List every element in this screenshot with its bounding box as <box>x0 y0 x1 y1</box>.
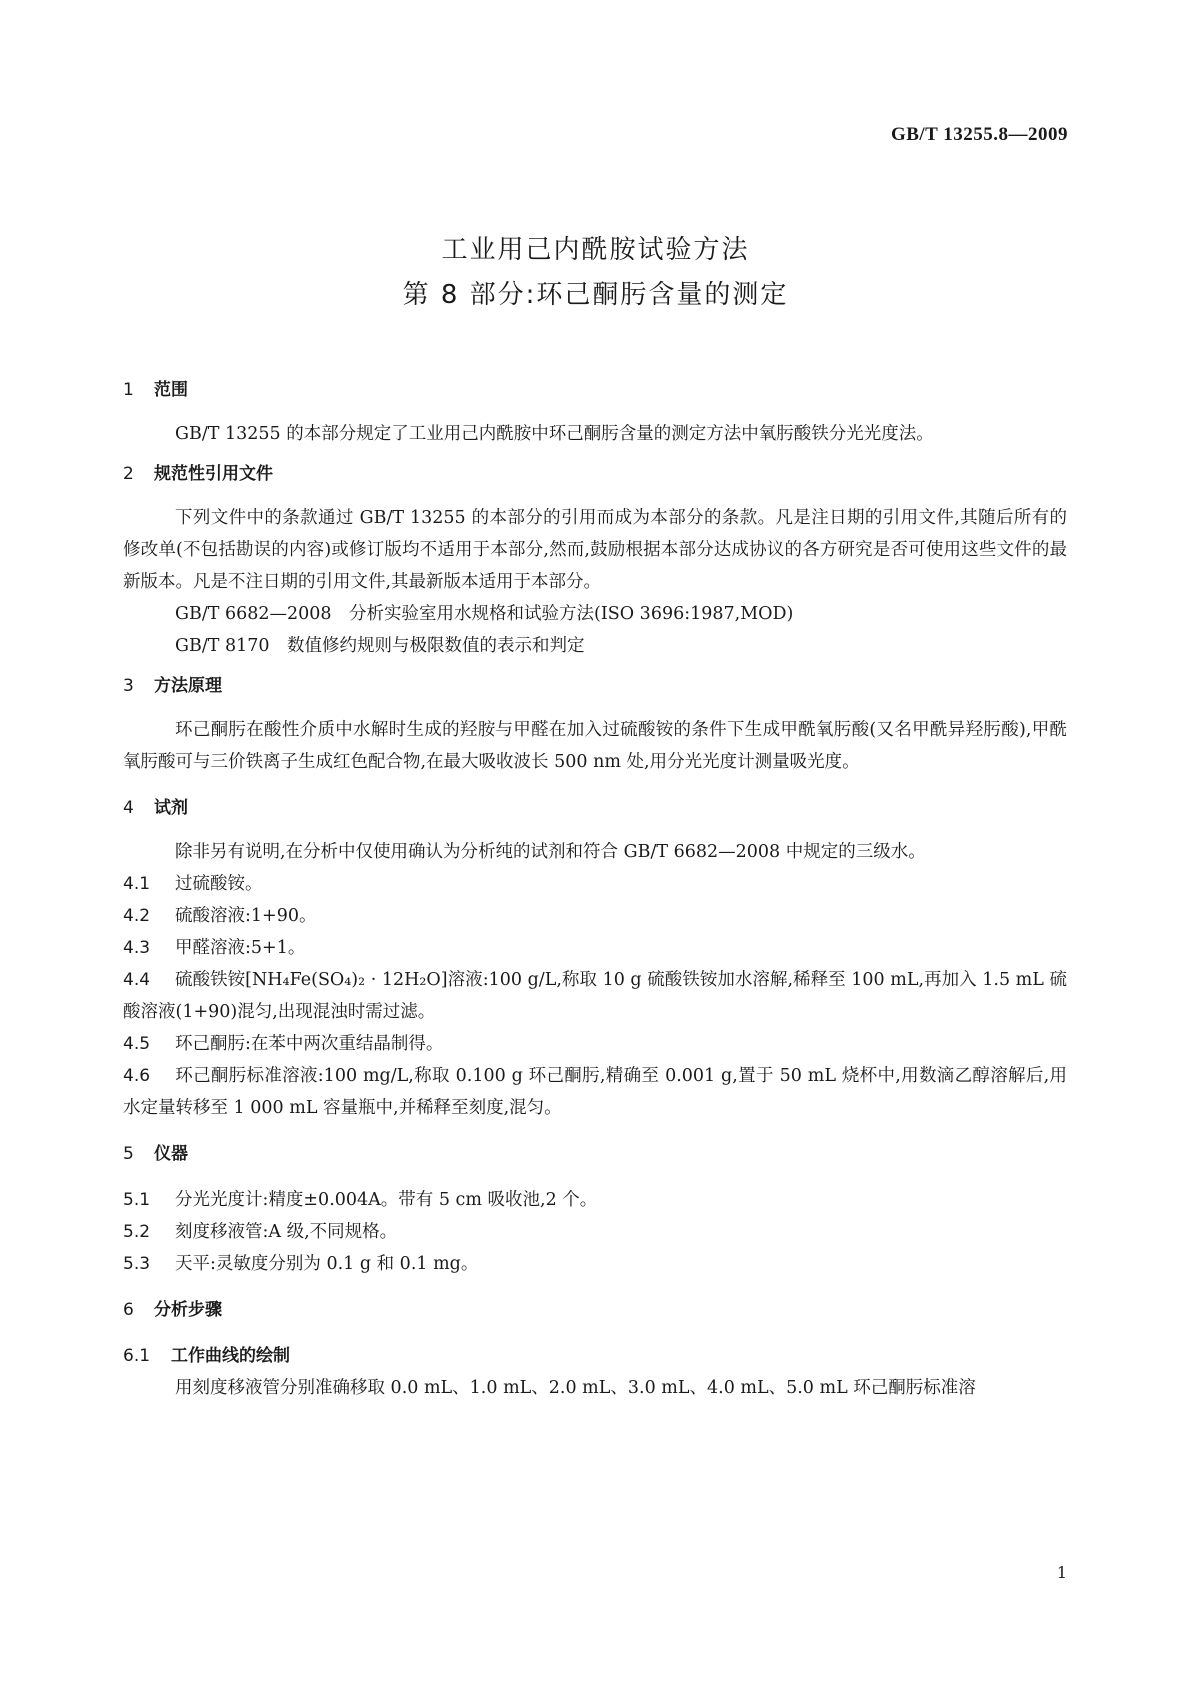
list-item: 4.3 甲醛溶液:5+1。 <box>123 938 306 958</box>
page-number: 1 <box>1056 1563 1067 1582</box>
list-item: 5.3 天平:灵敏度分别为 0.1 g 和 0.1 mg。 <box>123 1254 479 1274</box>
section-6-paragraph: 用刻度移液管分别准确移取 0.0 mL、1.0 mL、2.0 mL、3.0 mL、4.0 mL、5.0 mL 环己酮肟标准溶 <box>175 1378 976 1398</box>
section-heading-1: 1 范围 <box>123 380 188 400</box>
section-heading-6: 6 分析步骤 <box>123 1300 222 1320</box>
list-item: 4.5 环己酮肟:在苯中两次重结晶制得。 <box>123 1034 444 1054</box>
list-item: 5.1 分光光度计:精度±0.004A。带有 5 cm 吸收池,2 个。 <box>123 1190 598 1210</box>
section-3-paragraph: 环己酮肟在酸性介质中水解时生成的羟胺与甲醛在加入过硫酸铵的条件下生成甲酰氧肟酸(又名甲酰异羟肟酸),甲酰氧肟酸可与三价铁离子生成红色配合物,在最大吸收波长 500 nm 处,用分光光度计测量吸光度。 <box>123 720 1067 772</box>
list-item: 4.2 硫酸溶液:1+90。 <box>123 906 317 926</box>
list-item: 4.6 环己酮肟标准溶液:100 mg/L,称取 0.100 g 环己酮肟,精确至 0.001 g,置于 50 mL 烧杯中,用数滴乙醇溶解后,用水定量转移至 1 000 mL 容量瓶中,并稀释至刻度,混匀。 <box>123 1066 1067 1118</box>
document-title: 工业用己内酰胺试验方法 <box>441 235 750 265</box>
section-1-paragraph: GB/T 13255 的本部分规定了工业用己内酰胺中环己酮肟含量的测定方法中氧肟酸铁分光光度法。 <box>175 424 934 444</box>
reference-item: GB/T 6682—2008 分析实验室用水规格和试验方法(ISO 3696:1987,MOD) <box>175 604 794 624</box>
list-item: 4.4 硫酸铁铵[NH₄Fe(SO₄)₂ · 12H₂O]溶液:100 g/L,称取 10 g 硫酸铁铵加水溶解,稀释至 100 mL,再加入 1.5 mL 硫酸溶液(1+90)混匀,出现混浊时需过滤。 <box>123 970 1067 1022</box>
section-heading-4: 4 试剂 <box>123 798 188 818</box>
section-heading-5: 5 仪器 <box>123 1144 188 1164</box>
list-item: 5.2 刻度移液管:A 级,不同规格。 <box>123 1222 398 1242</box>
reference-item: GB/T 8170 数值修约规则与极限数值的表示和判定 <box>175 636 585 656</box>
section-heading-2: 2 规范性引用文件 <box>123 464 273 484</box>
document-code: GB/T 13255.8—2009 <box>890 124 1068 145</box>
list-item: 4.1 过硫酸铵。 <box>123 874 263 894</box>
section-4-paragraph: 除非另有说明,在分析中仅使用确认为分析纯的试剂和符合 GB/T 6682—2008 中规定的三级水。 <box>175 842 926 862</box>
subsection-heading-6-1: 6.1 工作曲线的绘制 <box>123 1346 290 1366</box>
section-heading-3: 3 方法原理 <box>123 676 222 696</box>
section-2-paragraph: 下列文件中的条款通过 GB/T 13255 的本部分的引用而成为本部分的条款。凡是注日期的引用文件,其随后所有的修改单(不包括勘误的内容)或修订版均不适用于本部分,然而,鼓励根据本部分达成协议的各方研究是否可使用这些文件的最新版本。凡是不注日期的引用文件,其最新版本适用于本部分。 <box>123 508 1067 592</box>
document-subtitle: 第 8 部分:环己酮肟含量的测定 <box>402 280 789 310</box>
document-body <box>123 374 1067 1404</box>
